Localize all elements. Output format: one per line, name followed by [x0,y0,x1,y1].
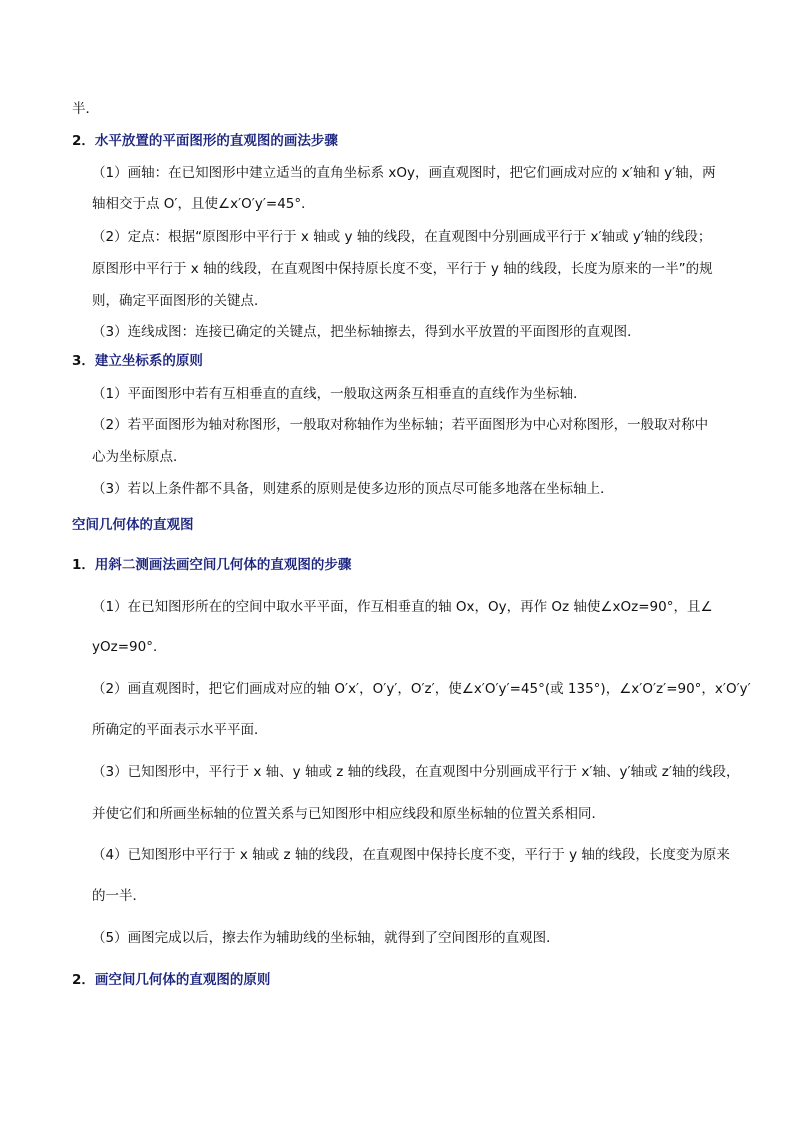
heading-solid-steps [0,556,794,574]
paragraph-text: （5）画图完成以后，擦去作为辅助线的坐标轴，就得到了空间图形的直观图． [92,930,560,946]
paragraph-text: （3）若以上条件都不具备，则建系的原则是使多边形的顶点尽可能多地落在坐标轴上． [92,481,614,497]
paragraph-text: （4）已知图形中平行于 x 轴或 z 轴的线段，在直观图中保持长度不变，平行于 y 轴的线段，长度变为原来 [92,847,730,863]
heading-steps [0,132,794,150]
paragraph-text: 心为坐标原点． [92,449,187,465]
section-title [0,516,794,534]
text-line [0,480,794,498]
heading-number: 3． [72,353,95,369]
text-line [0,763,794,781]
paragraph-text: （1）平面图形中若有互相垂直的直线，一般取这两条互相垂直的直线作为坐标轴． [92,386,587,402]
paragraph-text: 的一半． [92,888,146,904]
heading-principles [0,352,794,370]
section-title-text: 空间几何体的直观图 [72,517,194,533]
paragraph-text: 所确定的平面表示水平平面． [92,722,268,738]
text-line [0,805,794,823]
text-line [0,292,794,310]
text-line [0,598,794,616]
paragraph-text: （2）若平面图形为轴对称图形，一般取对称轴作为坐标轴；若平面图形为中心对称图形，一般取对称中 [92,417,709,433]
text-line [0,385,794,403]
heading-number: 2． [72,133,95,149]
text-line [0,887,794,905]
heading-solid-principles [0,971,794,989]
heading-text: 水平放置的平面图形的直观图的画法步骤 [94,133,338,149]
paragraph-text: （2）定点：根据“原图形中平行于 x 轴或 y 轴的线段，在直观图中分别画成平行于 x′轴或 y′轴的线段； [92,229,712,245]
text-line [0,638,794,656]
paragraph-text: （1）画轴：在已知图形中建立适当的直角坐标系 xOy，画直观图时，把它们画成对应的 x′轴和 y′轴，两 [92,165,716,181]
paragraph-text: 轴相交于点 O′，且使∠x′O′y′=45°． [92,196,315,212]
paragraph-text: （2）画直观图时，把它们画成对应的轴 O′x′，O′y′，O′z′，使∠x′O′y′=45°(或 135°)，∠x′O′z′=90°，x′O′y′ [92,681,751,697]
heading-number: 1． [72,557,95,573]
text-line [0,100,794,118]
text-line [0,680,794,698]
text-line [0,846,794,864]
text-line [0,929,794,947]
paragraph-text: （1）在已知图形所在的空间中取水平平面，作互相垂直的轴 Ox，Oy，再作 Oz 轴使∠xOz=90°，且∠ [92,599,713,615]
text-line [0,260,794,278]
text-line [0,164,794,182]
heading-text: 建立坐标系的原则 [94,353,203,369]
heading-number: 2． [72,972,95,988]
paragraph-text: 并使它们和所画坐标轴的位置关系与已知图形中相应线段和原坐标轴的位置关系相同． [92,806,605,822]
heading-text: 用斜二测画法画空间几何体的直观图的步骤 [94,557,352,573]
text-line [0,323,794,341]
text-line [0,448,794,466]
text-line [0,721,794,739]
paragraph-fragment: 半． [72,101,99,117]
paragraph-text: （3）已知图形中，平行于 x 轴、y 轴或 z 轴的线段，在直观图中分别画成平行于 x′轴、y′轴或 z′轴的线段， [92,764,740,780]
text-line [0,195,794,213]
text-line [0,416,794,434]
paragraph-text: 则，确定平面图形的关键点． [92,293,268,309]
paragraph-text: yOz=90°． [92,639,167,655]
paragraph-text: 原图形中平行于 x 轴的线段，在直观图中保持原长度不变，平行于 y 轴的线段，长度为原来的一半”的规 [92,261,713,277]
paragraph-text: （3）连线成图：连接已确定的关键点，把坐标轴擦去，得到水平放置的平面图形的直观图． [92,324,641,340]
heading-text: 画空间几何体的直观图的原则 [94,972,271,988]
text-line [0,228,794,246]
